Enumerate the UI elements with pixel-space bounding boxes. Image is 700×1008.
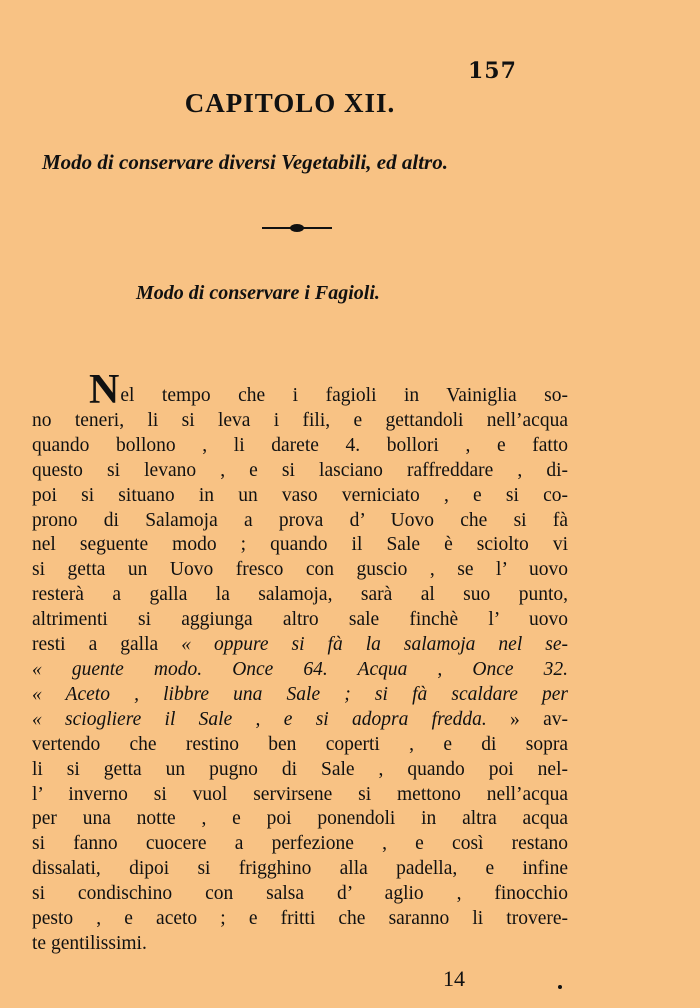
text-line: [32, 633, 568, 658]
text-line: [32, 783, 568, 808]
text-line: [32, 434, 568, 459]
text-segment: si condischino con salsa d’ aglio , finocchio: [32, 883, 568, 905]
text-line: [32, 907, 568, 932]
text-segment: poi si situano in un vaso verniciato , e si co-: [32, 484, 568, 506]
text-line: [32, 932, 568, 957]
text-line: [32, 608, 568, 633]
text-segment: questo si levano , e si lasciano raffreddare , di-: [32, 459, 568, 481]
text-segment: no teneri, li si leva i fili, e gettandoli nell’acqua: [32, 409, 568, 431]
drop-cap: N: [89, 367, 120, 413]
page-number: 157: [468, 58, 517, 84]
text-line: [32, 533, 568, 558]
text-line: [32, 758, 568, 783]
text-line: [32, 583, 568, 608]
text-line: [32, 367, 568, 413]
text-segment: li si getta un pugno di Sale , quando poi nel-: [32, 758, 568, 780]
chapter-title: CAPITOLO XII.: [184, 88, 396, 118]
text-segment: si getta un Uovo fresco con guscio , se l’ uovo: [32, 559, 568, 581]
text-line: [32, 683, 568, 708]
text-segment: « sciogliere il Sale , e si adopra fredda.: [32, 708, 487, 730]
signature-mark: 14: [443, 966, 465, 991]
text-line: [32, 857, 568, 882]
text-segment: prono di Salamoja a prova d’ Uovo che si fà: [32, 509, 568, 531]
text-line: [32, 409, 568, 434]
text-segment: resterà a galla la salamoja, sarà al suo punto,: [32, 584, 568, 606]
text-segment: « oppure si fà la salamoja nel se-: [181, 634, 568, 656]
text-segment: te gentilissimi.: [32, 932, 147, 954]
text-line: [32, 658, 568, 683]
text-segment: » av-: [486, 708, 568, 730]
text-segment: el tempo che i fagioli in Vainiglia so-: [120, 385, 568, 406]
text-segment: dissalati, dipoi si frigghino alla padella, e infine: [32, 858, 568, 880]
section-title: Modo di conservare diversi Vegetabili, ed altro.: [42, 150, 448, 174]
text-line: [32, 459, 568, 484]
text-segment: vertendo che restino ben coperti , e di sopra: [32, 733, 568, 755]
ink-speck: [558, 985, 562, 989]
body-paragraph: [32, 367, 568, 957]
text-segment: per una notte , e poi ponendoli in altra acqua: [32, 808, 568, 830]
text-segment: nel seguente modo ; quando il Sale è sciolto vi: [32, 534, 568, 556]
text-line: [32, 807, 568, 832]
text-segment: pesto , e aceto ; e fritti che saranno li trovere-: [32, 908, 568, 930]
text-segment: « guente modo. Once 64. Acqua , Once 32.: [32, 658, 568, 680]
text-segment: « Aceto , libbre una Sale ; si fà scaldare per: [32, 683, 568, 705]
text-line: [32, 733, 568, 758]
text-segment: l’ inverno si vuol servirsene si mettono nell’acqua: [32, 783, 568, 805]
text-segment: altrimenti si aggiunga altro sale finchè l’ uovo: [32, 609, 568, 631]
text-line: [32, 558, 568, 583]
text-segment: resti a galla: [32, 634, 182, 656]
text-line: [32, 882, 568, 907]
text-line: [32, 708, 568, 733]
text-line: [32, 484, 568, 509]
text-line: [32, 509, 568, 534]
text-line: [32, 832, 568, 857]
text-segment: quando bollono , li darete 4. bollori , e fatto: [32, 434, 568, 456]
subsection-title: Modo di conservare i Fagioli.: [136, 282, 380, 304]
divider-ornament: [262, 224, 332, 232]
text-segment: si fanno cuocere a perfezione , e così restano: [32, 833, 568, 855]
